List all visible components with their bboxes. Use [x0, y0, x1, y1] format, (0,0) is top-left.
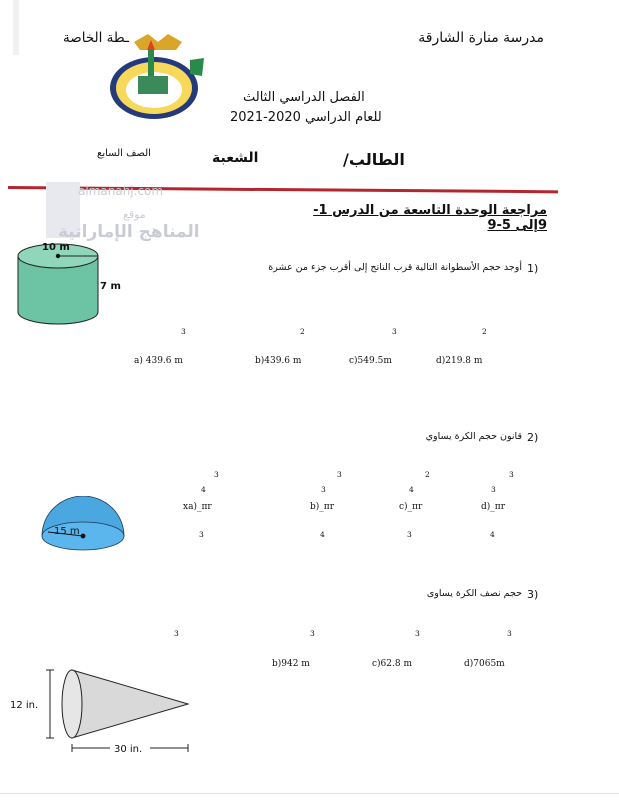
q3-option-c[interactable]: c)62.8 m — [372, 659, 412, 669]
watermark-site: almanahj.com — [78, 184, 164, 198]
q1-option-b[interactable]: b)439.6 m — [255, 356, 302, 366]
q1-exponent-b: 2 — [300, 327, 305, 336]
q1-text: أوجد حجم الأسطوانة التالية قرب الناتج إلى أقرب جزء من عشرة — [268, 262, 522, 273]
hemisphere-radius-label: 15 m — [54, 526, 80, 537]
q3-option-d[interactable]: d)7065m — [464, 659, 505, 669]
section-label: الشعبة — [212, 150, 259, 166]
cone-figure — [8, 662, 198, 762]
q1-number: 1) — [527, 262, 539, 275]
q3-exponent-a: 3 — [174, 629, 179, 638]
student-name-label: الطالب/ — [343, 150, 405, 169]
hemisphere-figure — [38, 496, 130, 558]
cone-length-label: 30 in. — [114, 744, 143, 755]
q1-option-a[interactable]: a) 439.6 m — [134, 356, 183, 366]
school-name: مدرسة منارة الشارقة — [418, 30, 544, 46]
q3-option-b[interactable]: b)942 m — [272, 659, 310, 669]
q3-number: 3) — [527, 588, 539, 601]
q2-numerator-c: 4 — [409, 485, 414, 494]
q2-numerator-a: 4 — [201, 485, 206, 494]
q2-option-c[interactable]: c)_πr — [399, 502, 423, 512]
q2-numerator-d: 3 — [491, 485, 496, 494]
cylinder-height-label: 7 m — [100, 281, 121, 292]
watermark-line2: المناهج الإماراتية — [58, 222, 200, 242]
academic-year: للعام الدراسي 2020-2021 — [230, 110, 382, 125]
watermark-line1: موقع — [123, 208, 146, 221]
q2-denominator-d: 4 — [490, 530, 495, 539]
q2-exponent-c: 2 — [425, 470, 430, 479]
q2-denominator-c: 3 — [407, 530, 412, 539]
q1-exponent-c: 3 — [392, 327, 397, 336]
q2-option-b[interactable]: b)_πr — [310, 502, 334, 512]
scan-edge-shadow — [13, 0, 19, 55]
q2-denominator-b: 4 — [320, 530, 325, 539]
school-logo — [104, 30, 212, 120]
q2-exponent-a: 3 — [214, 470, 219, 479]
q1-exponent-a: 3 — [181, 327, 186, 336]
cone-height-label: 12 in. — [10, 700, 39, 711]
grade-label: الصف السابع — [97, 148, 151, 159]
q1-option-c[interactable]: c)549.5m — [349, 356, 392, 366]
q1-exponent-d: 2 — [482, 327, 487, 336]
q2-denominator-a: 3 — [199, 530, 204, 539]
q2-numerator-b: 3 — [321, 485, 326, 494]
q2-option-a[interactable]: xa)_πr — [183, 502, 212, 512]
q2-option-d[interactable]: d)_πr — [481, 502, 505, 512]
q3-text: حجم نصف الكرة يساوى — [426, 588, 522, 599]
page-bottom-edge — [0, 793, 619, 794]
q2-number: 2) — [527, 431, 539, 444]
cylinder-radius-label: 10 m — [42, 242, 70, 253]
semester-label: الفصل الدراسي الثالث — [243, 90, 365, 105]
cone-base — [62, 670, 82, 738]
q1-option-d[interactable]: d)219.8 m — [436, 356, 483, 366]
q2-text: قانون حجم الكرة يساوي — [425, 431, 522, 442]
review-title: مراجعة الوحدة التاسعة من الدرس 1-9إلى 5-9 — [313, 203, 547, 233]
special-text: ـطة الخاصة — [63, 30, 129, 46]
q2-exponent-d: 3 — [509, 470, 514, 479]
q3-exponent-d: 3 — [507, 629, 512, 638]
q3-exponent-c: 3 — [415, 629, 420, 638]
q2-exponent-b: 3 — [337, 470, 342, 479]
q3-exponent-b: 3 — [310, 629, 315, 638]
cylinder-figure — [14, 238, 124, 330]
cone-body — [72, 670, 188, 738]
